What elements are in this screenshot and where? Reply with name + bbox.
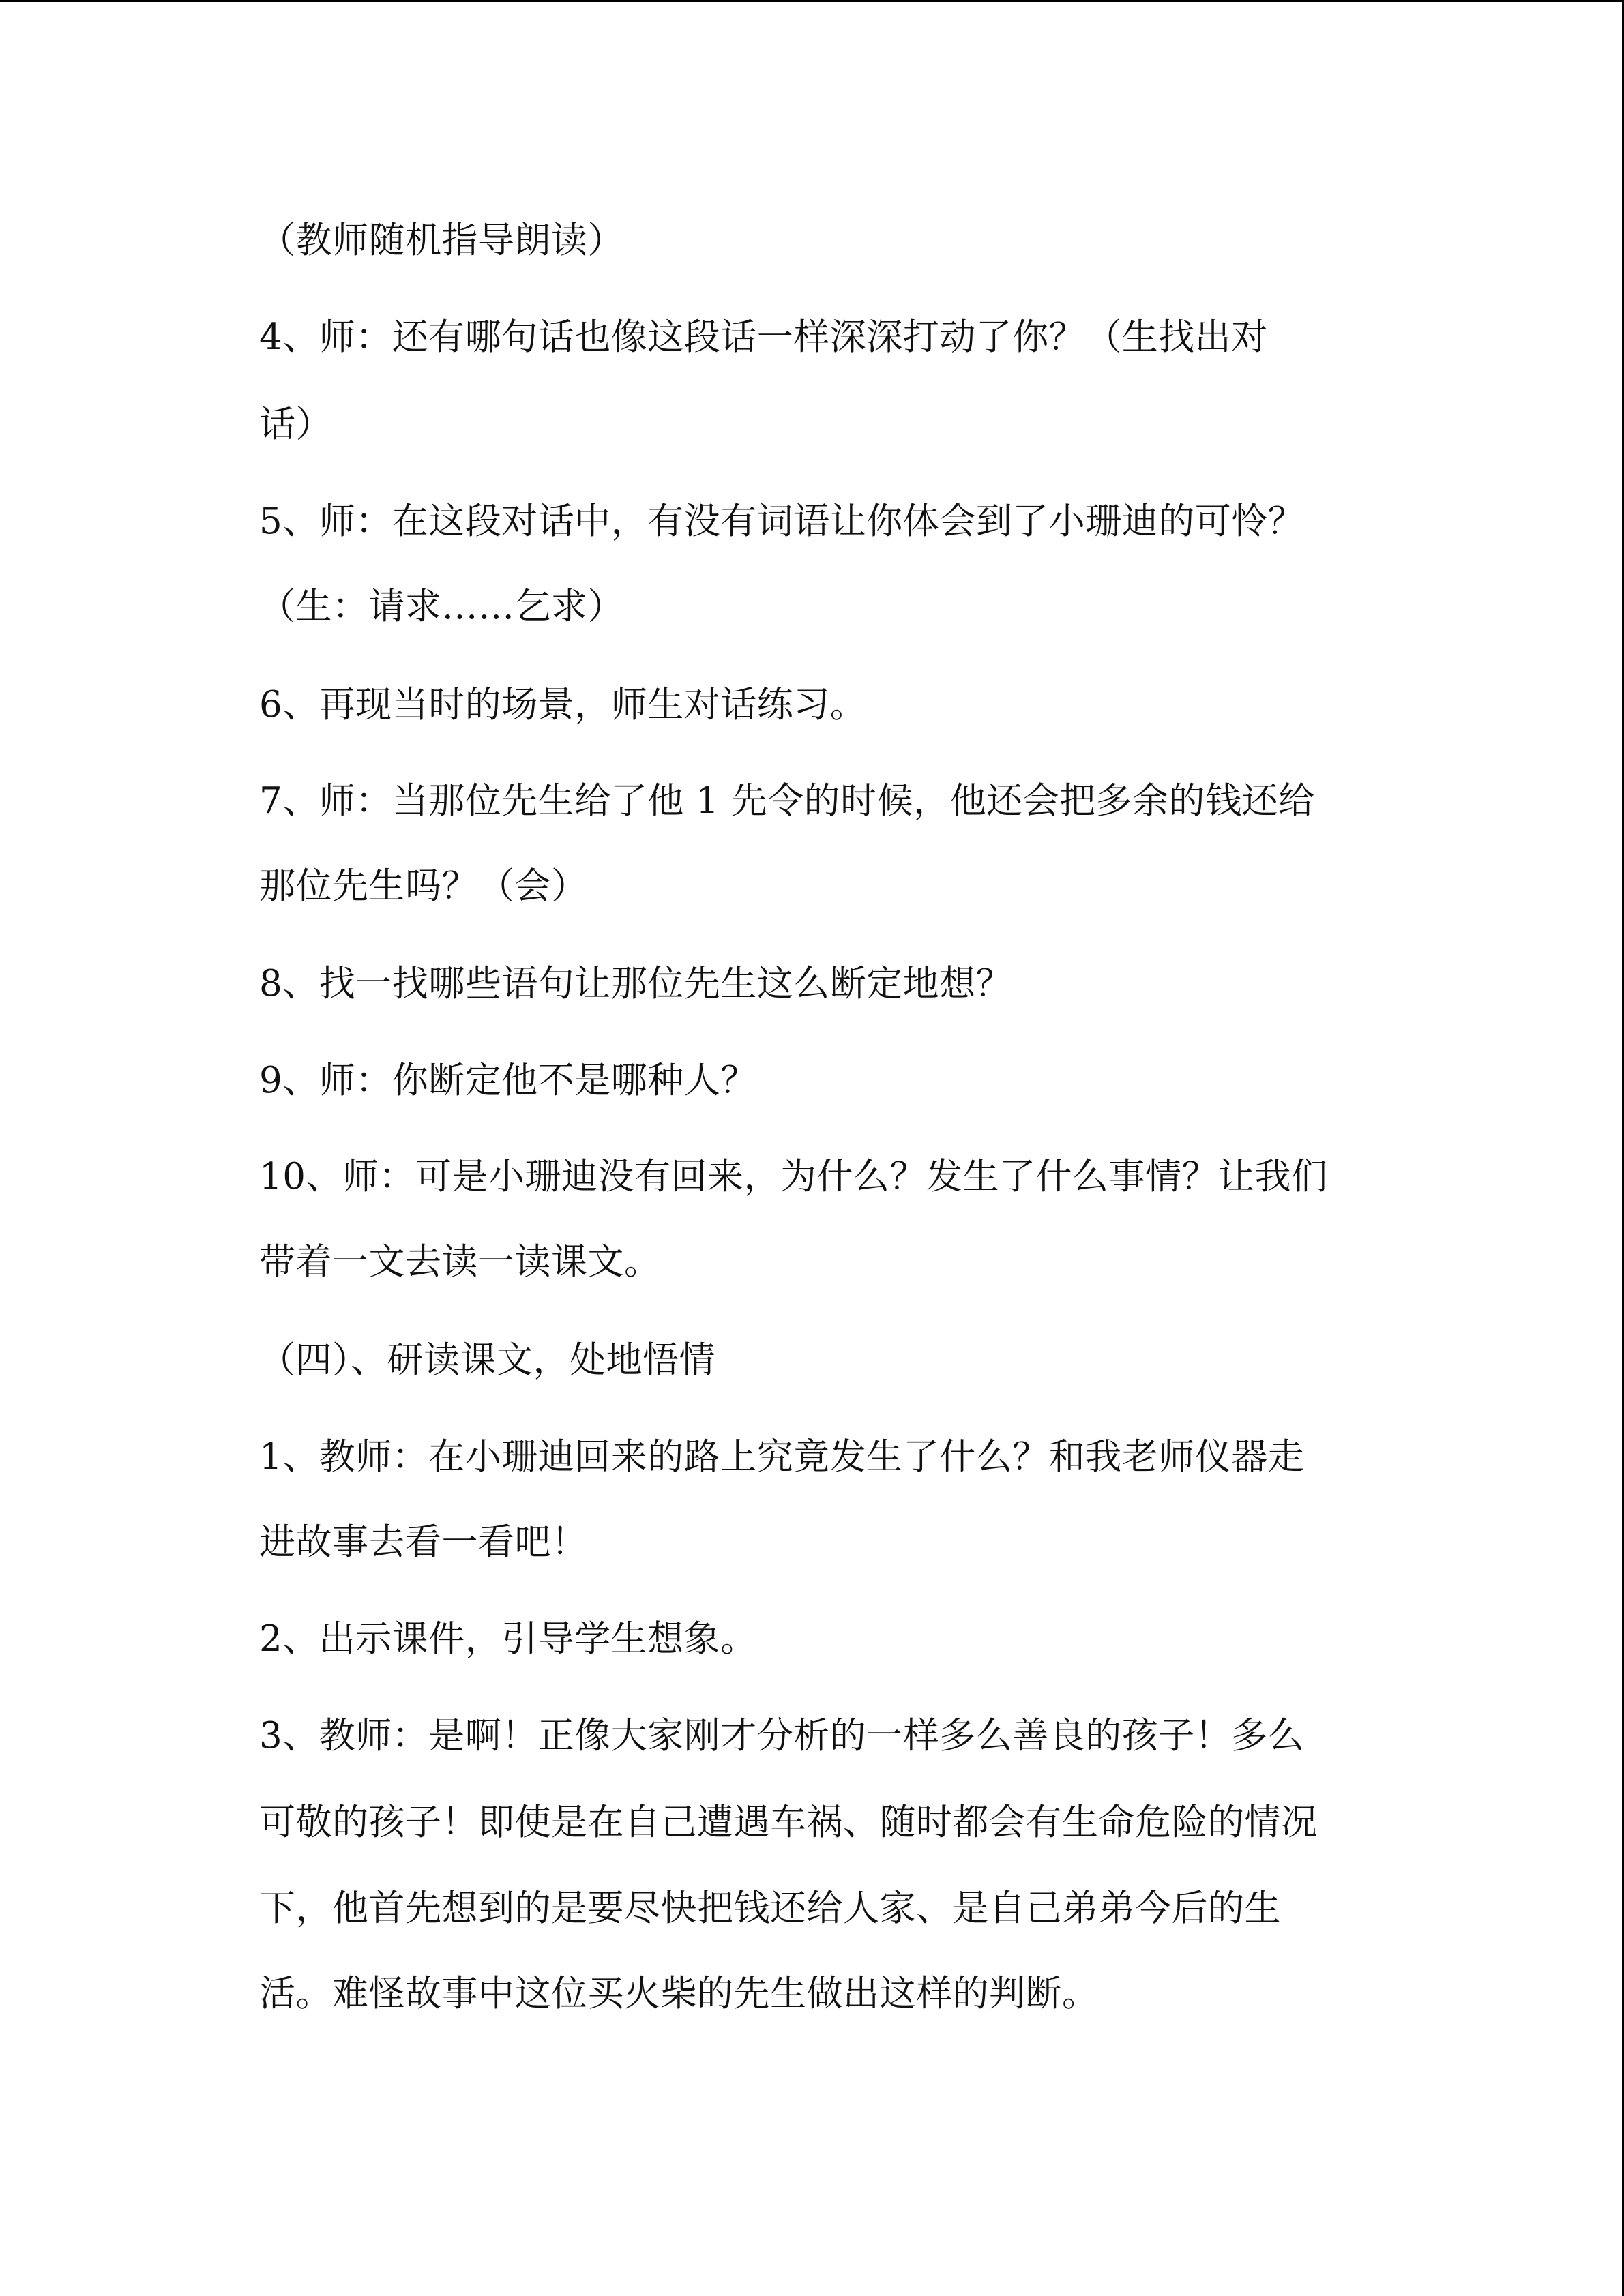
text-line-19: 下，他首先想到的是要尽快把钱还给人家、是自己弟弟今后的生 xyxy=(259,1888,1281,1929)
text-line-5: （生：请求……乞求） xyxy=(259,586,624,627)
text-line-18: 可敬的孩子！即使是在自己遭遇车祸、随时都会有生命危险的情况 xyxy=(259,1802,1318,1843)
text-line-20: 活。难怪故事中这位买火柴的先生做出这样的判断。 xyxy=(259,1973,1099,2014)
text-line-11: 10、师：可是小珊迪没有回来，为什么？发生了什么事情？让我们 xyxy=(259,1156,1328,1197)
text-line-6: 6、再现当时的场景，师生对话练习。 xyxy=(259,684,867,726)
text-line-3: 话） xyxy=(259,404,332,445)
text-line-14: 1、教师：在小珊迪回来的路上究竟发生了什么？和我老师仪器走 xyxy=(259,1436,1305,1478)
text-line-9: 8、找一找哪些语句让那位先生这么断定地想？ xyxy=(259,963,1013,1004)
text-line-2: 4、师：还有哪句话也像这段话一样深深打动了你？（生找出对 xyxy=(259,316,1268,358)
text-line-17: 3、教师：是啊！正像大家刚才分析的一样多么善良的孩子！多么 xyxy=(259,1715,1305,1757)
text-line-15: 进故事去看一看吧！ xyxy=(259,1521,588,1563)
text-line-4: 5、师：在这段对话中，有没有词语让你体会到了小珊迪的可怜？ xyxy=(259,501,1305,542)
text-line-8: 那位先生吗？（会） xyxy=(259,865,588,907)
text-line-16: 2、出示课件，引导学生想象。 xyxy=(259,1618,757,1660)
text-line-7: 7、师：当那位先生给了他 1 先令的时候，他还会把多余的钱还给 xyxy=(259,780,1315,822)
text-line-13: （四）、研读课文，处地悟情 xyxy=(259,1339,715,1381)
text-line-10: 9、师：你断定他不是哪种人？ xyxy=(259,1060,757,1101)
text-line-1: （教师随机指导朗读） xyxy=(259,220,624,261)
text-line-12: 带着一文去读一读课文。 xyxy=(259,1241,661,1283)
